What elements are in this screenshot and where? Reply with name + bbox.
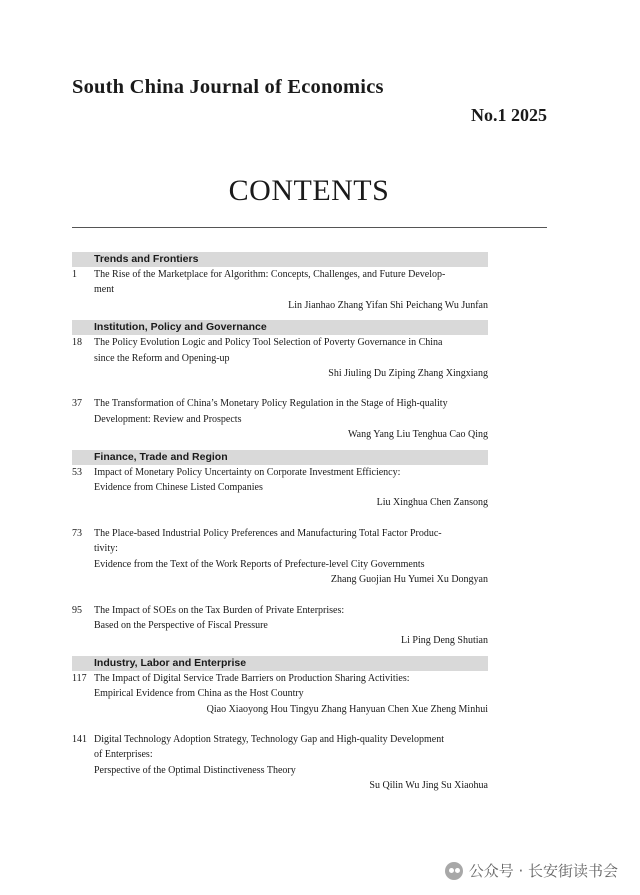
article-title: of Enterprises: [94,749,153,761]
page-number: 53 [72,466,82,478]
divider [72,227,547,228]
watermark-text: 公众号 · 长安街读书会 [468,862,618,880]
article-authors: Qiao Xiaoyong Hou Tingyu Zhang Hanyuan Chen Xue Zheng Minhui [206,703,488,715]
article-title: tivity: [94,543,118,555]
article-authors: Li Ping Deng Shutian [401,635,488,647]
table-of-contents [72,252,488,794]
watermark [445,860,618,881]
toc-entry[interactable] [72,396,488,442]
issue-number: No.1 2025 [471,105,547,125]
section-header: Trends and Frontiers [72,252,488,267]
article-title: The Policy Evolution Logic and Policy Tool Selection of Poverty Governance in China [94,337,443,349]
article-title: since the Reform and Opening-up [94,352,230,364]
toc-entry[interactable] [72,465,488,511]
article-authors: Su Qilin Wu Jing Su Xiaohua [369,780,488,792]
toc-entry[interactable] [72,267,488,313]
toc-entry[interactable] [72,671,488,717]
article-title: Development: Review and Prospects [94,413,242,425]
toc-entry[interactable] [72,603,488,649]
article-title: The Transformation of China’s Monetary Policy Regulation in the Stage of High-quality [94,398,448,410]
page-number: 95 [72,604,82,616]
section-header: Institution, Policy and Governance [72,320,488,335]
article-authors: Zhang Guojian Hu Yumei Xu Dongyan [330,574,488,586]
article-title: Perspective of the Optimal Distinctiveness Theory [94,764,296,776]
article-authors: Lin Jianhao Zhang Yifan Shi Peichang Wu Junfan [288,299,488,311]
toc-entry[interactable] [72,732,488,794]
article-title: The Place-based Industrial Policy Preferences and Manufacturing Total Factor Produc- [94,527,442,539]
article-title: The Rise of the Marketplace for Algorithm: Concepts, Challenges, and Future Develop- [94,269,446,280]
article-title: Digital Technology Adoption Strategy, Technology Gap and High-quality Development [94,733,445,745]
page-number: 1 [72,269,77,280]
article-title: The Impact of SOEs on the Tax Burden of Private Enterprises: [94,604,345,616]
article-title: Empirical Evidence from China as the Host Country [94,688,304,700]
section-header: Industry, Labor and Enterprise [72,656,488,671]
wechat-icon [445,862,463,880]
toc-entry[interactable] [72,526,488,588]
journal-title: South China Journal of Economics [72,76,384,98]
page-number: 18 [72,337,82,349]
page-number: 117 [72,672,87,684]
article-title: The Impact of Digital Service Trade Barriers on Production Sharing Activities: [94,672,410,684]
article-authors: Wang Yang Liu Tenghua Cao Qing [348,429,488,441]
article-authors: Shi Jiuling Du Ziping Zhang Xingxiang [328,368,488,380]
article-title: ment [94,284,114,296]
article-authors: Liu Xinghua Chen Zansong [376,497,488,509]
page-number: 73 [72,527,82,539]
page-number: 37 [72,398,82,410]
section-header: Finance, Trade and Region [72,450,488,465]
article-title: Evidence from Chinese Listed Companies [94,482,263,494]
contents-heading: CONTENTS [228,174,390,207]
article-title: Evidence from the Text of the Work Reports of Prefecture-level City Governments [94,558,425,570]
toc-entry[interactable] [72,335,488,381]
article-title: Impact of Monetary Policy Uncertainty on Corporate Investment Efficiency: [94,466,401,478]
article-title: Based on the Perspective of Fiscal Pressure [94,619,268,631]
page-number: 141 [72,733,87,745]
